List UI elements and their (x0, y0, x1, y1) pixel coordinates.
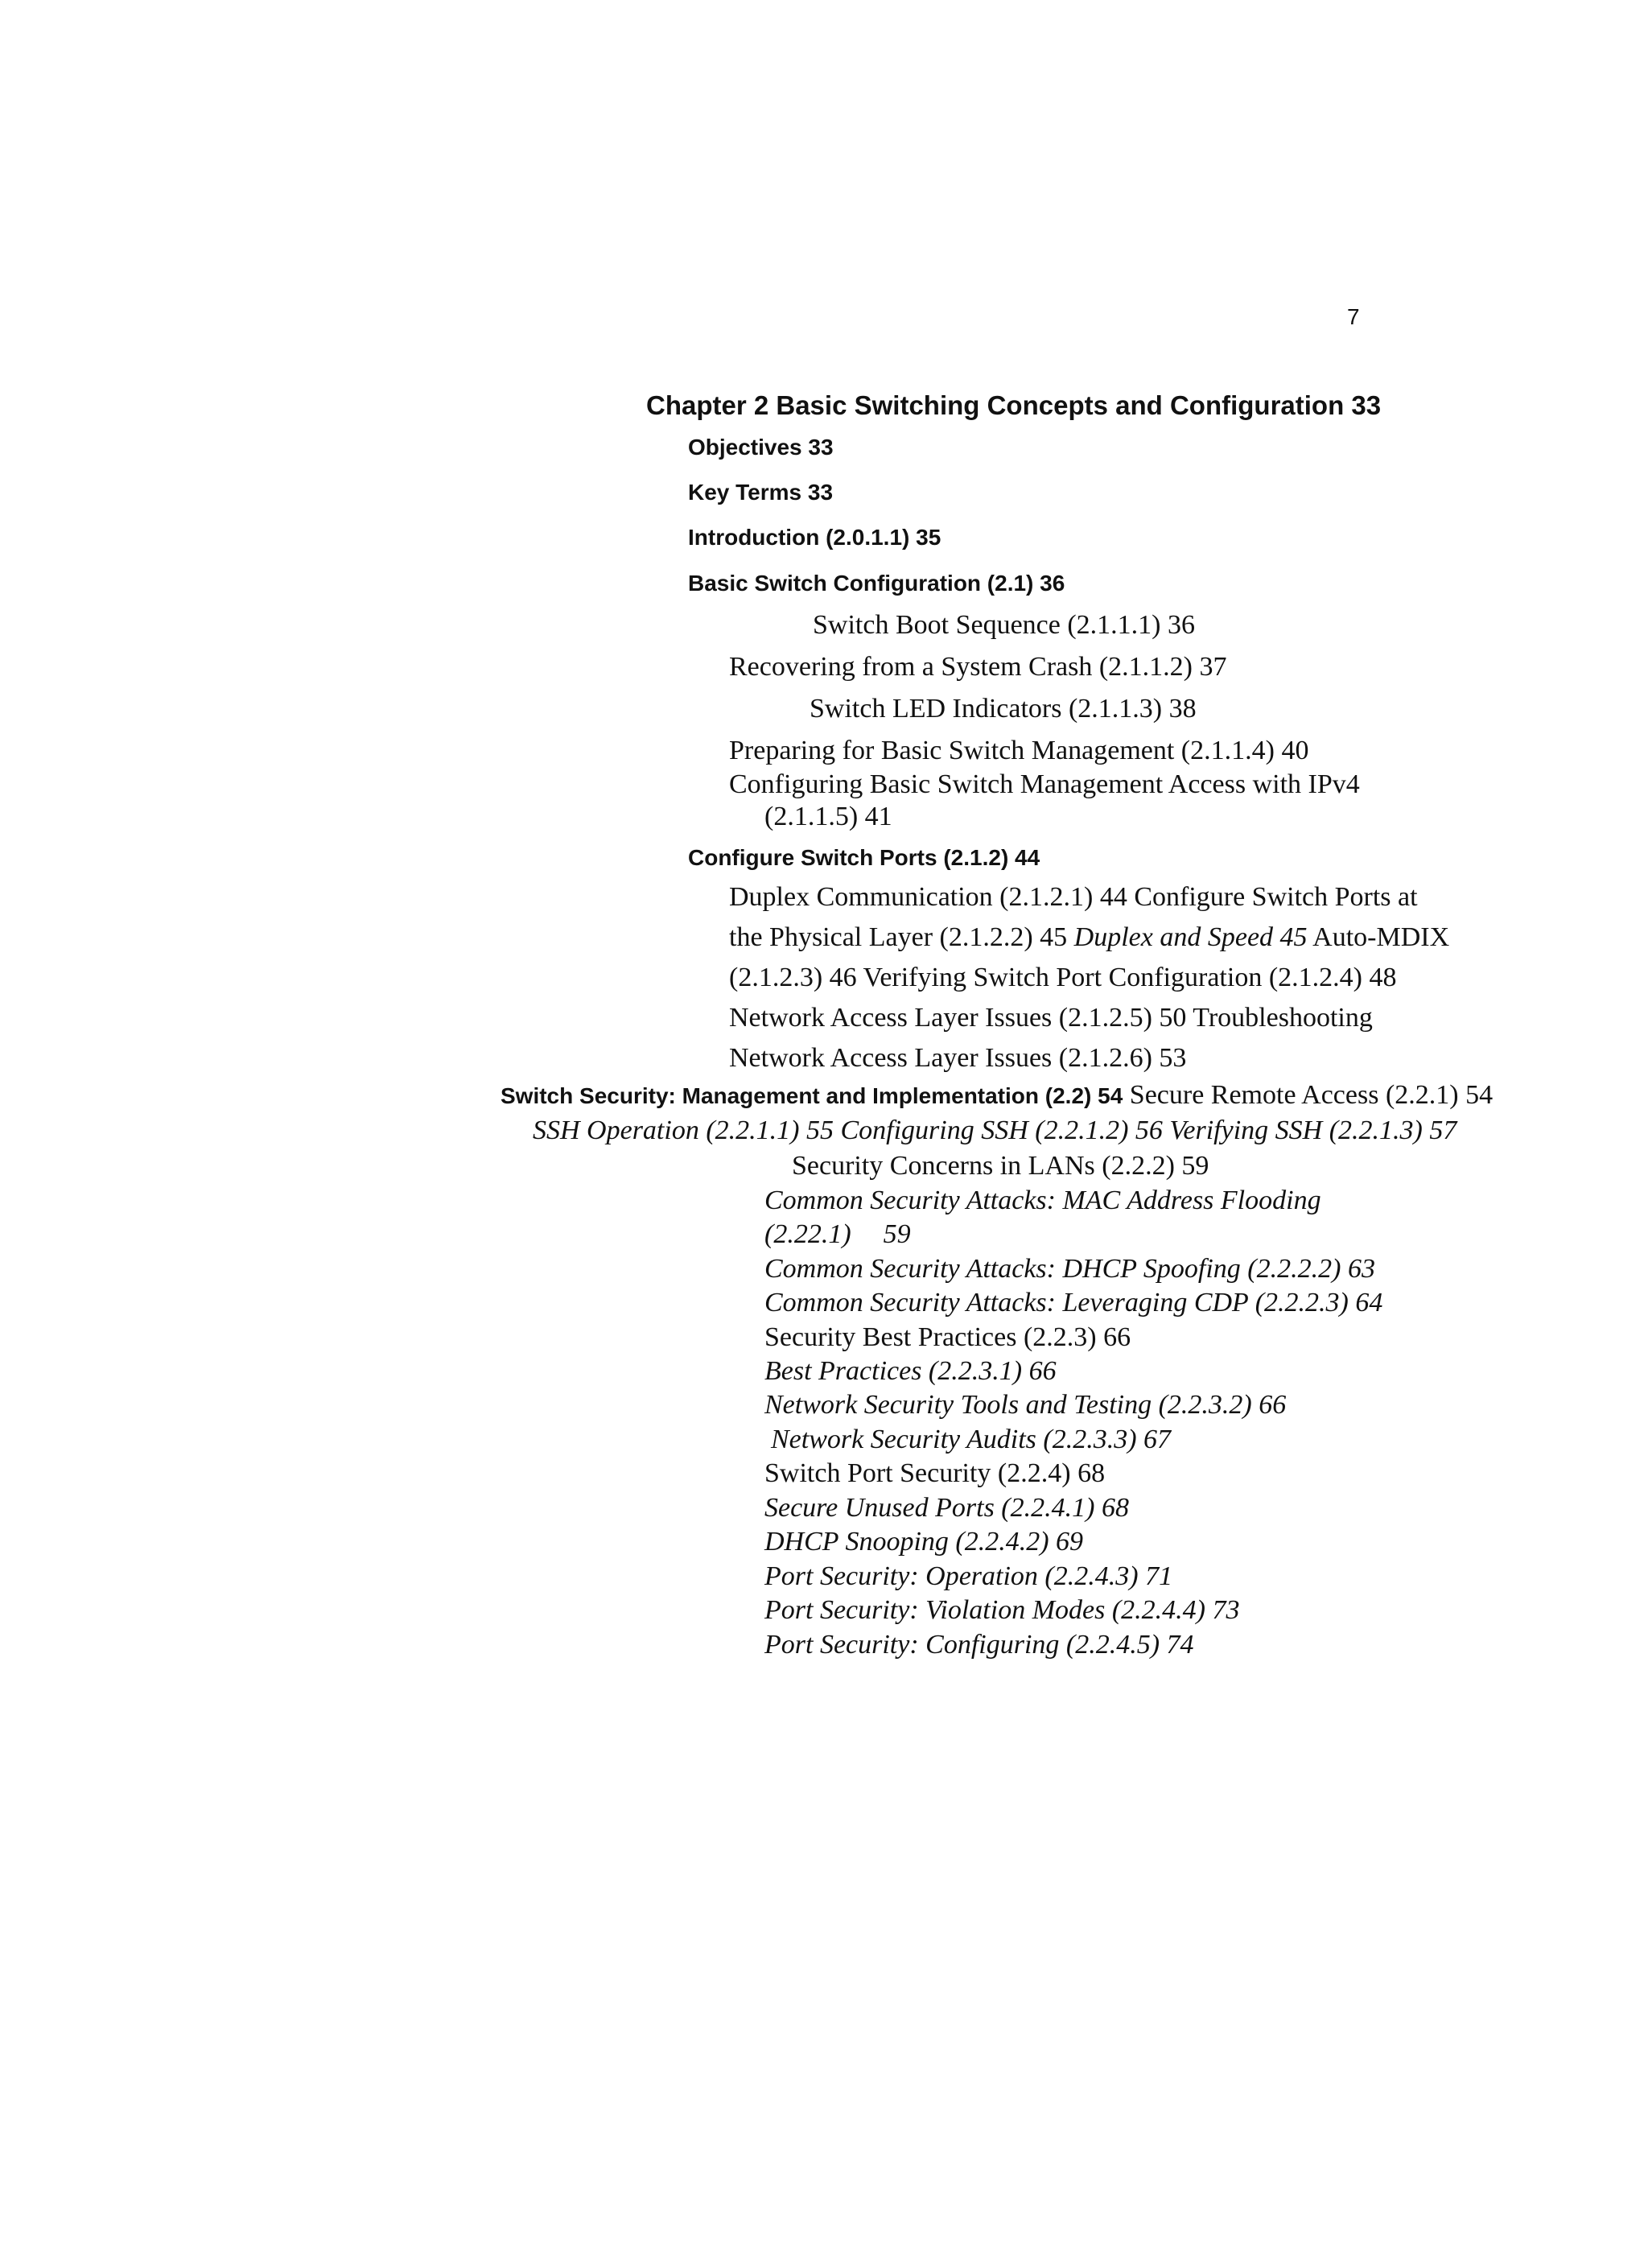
toc-heading-text: Switch Security: Management and Implementation (2.2) 54 (501, 1083, 1123, 1108)
toc-text: Secure Remote Access (2.2.1) 54 (1123, 1080, 1494, 1110)
page-number: 7 (1347, 304, 1360, 329)
toc-entry-security-concerns: Security Concerns in LANs (2.2.2) 59 (792, 1151, 1209, 1181)
chapter-title: Chapter 2 Basic Switching Concepts and Configuration 33 (646, 390, 1382, 420)
toc-entry-recovering: Recovering from a System Crash (2.1.1.2) 37 (729, 652, 1227, 682)
toc-entry-configure-switch-ports: Configure Switch Ports (2.1.2) 44 (688, 845, 1040, 870)
toc-entry-mac-flooding: Common Security Attacks: MAC Address Flooding (764, 1186, 1321, 1215)
toc-entry-introduction: Introduction (2.0.1.1) 35 (688, 525, 941, 550)
toc-entry-switch-security (501, 1082, 1493, 1109)
toc-entry-dhcp-snooping: DHCP Snooping (2.2.4.2) 69 (764, 1527, 1084, 1557)
toc-entry-boot-sequence: Switch Boot Sequence (2.1.1.1) 36 (813, 610, 1195, 640)
toc-text: the Physical Layer (2.1.2.2) 45 (729, 922, 1074, 952)
toc-entry-security-best-practices: Security Best Practices (2.2.3) 66 (764, 1322, 1131, 1352)
toc-paragraph-line: Network Access Layer Issues (2.1.2.6) 53 (729, 1043, 1187, 1073)
toc-entry-ssh: SSH Operation (2.2.1.1) 55 Configuring SSH (2.2.1.2) 56 Verifying SSH (2.2.1.3) 57 (533, 1115, 1457, 1145)
toc-entry-security-audits: Network Security Audits (2.2.3.3) 67 (771, 1425, 1172, 1454)
toc-entry-objectives: Objectives 33 (688, 435, 834, 460)
toc-entry-preparing: Preparing for Basic Switch Management (2.1.1.4) 40 (729, 736, 1309, 765)
toc-entry-ps-configuring: Port Security: Configuring (2.2.4.5) 74 (764, 1630, 1194, 1660)
toc-entry-switch-port-security: Switch Port Security (2.2.4) 68 (764, 1458, 1106, 1488)
toc-entry-tools-testing: Network Security Tools and Testing (2.2.3.2) 66 (764, 1390, 1287, 1420)
toc-entry-mac-flooding-cont (764, 1221, 911, 1248)
toc-entry-best-practices: Best Practices (2.2.3.1) 66 (764, 1356, 1057, 1386)
toc-paragraph-line: (2.1.2.3) 46 Verifying Switch Port Configuration (2.1.2.4) 48 (729, 963, 1397, 992)
toc-page-ref: 59 (883, 1219, 911, 1249)
toc-paragraph-line: Network Access Layer Issues (2.1.2.5) 50 Troubleshooting (729, 1003, 1373, 1033)
toc-text-italic: Duplex and Speed 45 (1073, 922, 1308, 952)
toc-entry-basic-switch-configuration: Basic Switch Configuration (2.1) 36 (688, 571, 1065, 596)
toc-text-italic: (2.22.1) (764, 1219, 851, 1249)
toc-entry-configuring-ipv4-cont: (2.1.1.5) 41 (764, 802, 892, 831)
toc-paragraph-line: Duplex Communication (2.1.2.1) 44 Configure Switch Ports at (729, 882, 1418, 912)
toc-entry-ps-operation: Port Security: Operation (2.2.4.3) 71 (764, 1561, 1173, 1591)
toc-entry-ps-violation: Port Security: Violation Modes (2.2.4.4) 73 (764, 1595, 1240, 1625)
toc-entry-key-terms: Key Terms 33 (688, 480, 834, 505)
toc-paragraph-line (729, 924, 1449, 951)
toc-entry-led-indicators: Switch LED Indicators (2.1.1.3) 38 (810, 694, 1197, 724)
toc-entry-unused-ports: Secure Unused Ports (2.2.4.1) 68 (764, 1493, 1129, 1523)
toc-entry-configuring-ipv4: Configuring Basic Switch Management Access with IPv4 (729, 769, 1360, 799)
toc-text: Auto-MDIX (1307, 922, 1450, 952)
toc-entry-dhcp-spoofing: Common Security Attacks: DHCP Spoofing (2.2.2.2) 63 (764, 1254, 1375, 1284)
toc-entry-leveraging-cdp: Common Security Attacks: Leveraging CDP (2.2.2.3) 64 (764, 1288, 1383, 1318)
